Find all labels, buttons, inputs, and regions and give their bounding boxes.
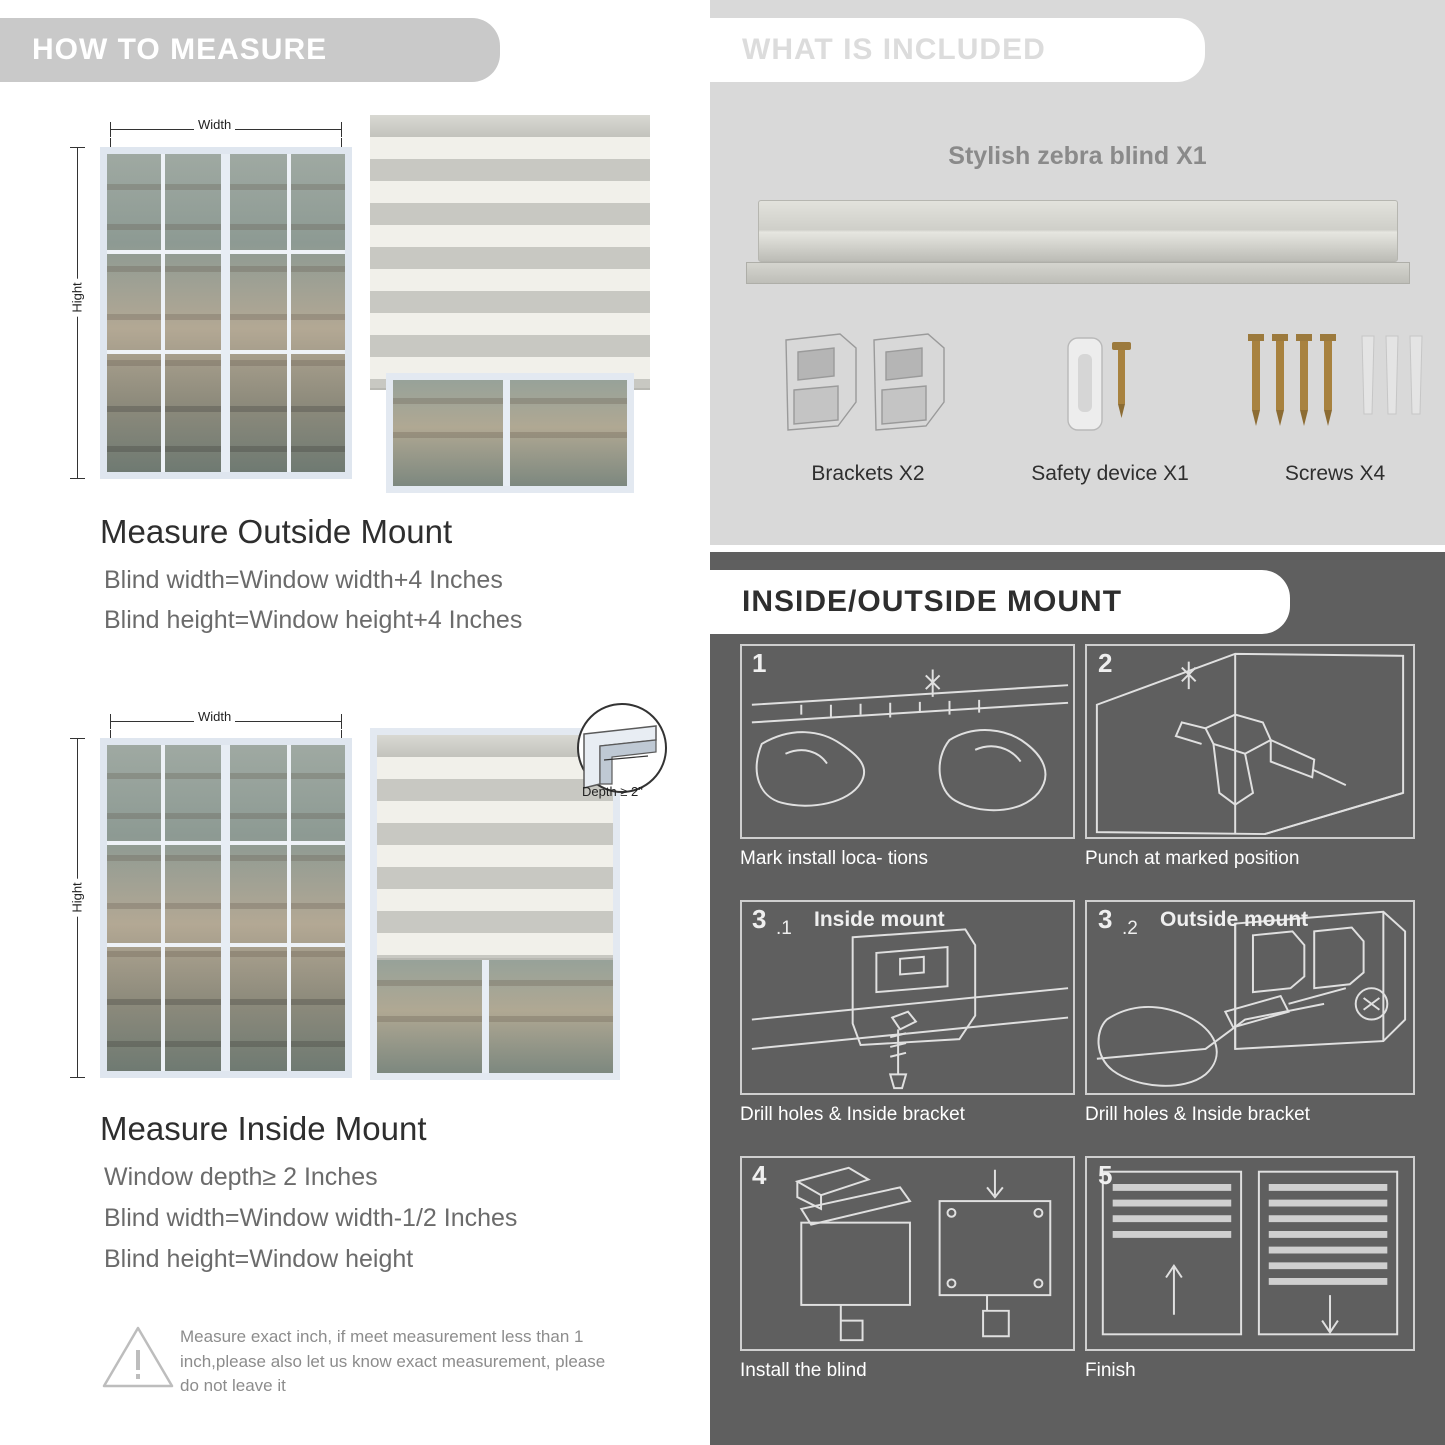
how-to-measure-panel [0,0,710,1445]
bracket-icon [778,330,958,440]
step-4-caption: Install the blind [740,1360,867,1381]
height-dim-tick-top-inside [70,738,85,739]
window-glass [107,154,345,472]
window-outside [100,147,352,479]
part-label-brackets: Brackets X2 [811,462,925,485]
how-to-measure-title: HOW TO MEASURE [0,18,500,82]
height-dim-tick-top [70,147,85,148]
step-2-caption: Punch at marked position [1085,848,1300,869]
height-dim-tick-bottom [70,478,85,479]
window-glass-inside [107,745,345,1071]
step-3-1-number: 3 [752,904,767,934]
power-drill-icon [1087,646,1413,837]
step-1-number: 1 [752,648,767,678]
inside-outside-mount-panel [710,552,1445,1445]
blind-outside-mount [370,115,650,495]
zebra-blind-headrail-lip [746,262,1410,284]
step-4-number: 4 [752,1160,767,1190]
width-dim-tick-right [341,122,342,137]
window-behind-blind [386,373,634,493]
inside-mount-line2: Blind width=Window width-1/2 Inches [104,1204,518,1232]
step-4-box [740,1156,1075,1351]
step-3-2-title: Outside mount [1160,908,1309,931]
outside-mount-line1: Blind width=Window width+4 Inches [104,566,503,594]
width-label: Width [194,117,235,132]
inside-mount-line1: Window depth≥ 2 Inches [104,1163,378,1191]
width-dim-tick-right-inside [341,714,342,729]
step-3-1-subnumber: .1 [776,918,792,939]
zebra-shade-fabric [370,115,650,390]
step-3-1-title: Inside mount [814,908,945,931]
step-5-box [1085,1156,1415,1351]
inside-mount-line3: Blind height=Window height [104,1245,414,1273]
included-main-item: Stylish zebra blind X1 [948,142,1207,170]
warning-triangle-icon [100,1322,176,1392]
hand-tape-measure-icon [742,646,1073,837]
outside-mount-heading: Measure Outside Mount [100,513,453,550]
what-is-included-panel [710,0,1445,545]
step-1-caption: Mark install loca- tions [740,848,928,869]
step-5-number: 5 [1098,1160,1113,1190]
width-dim-tick-left-inside [110,714,111,729]
height-label: Hight [70,278,85,316]
finished-blind-icon [1087,1158,1413,1349]
right-column [710,0,1445,1445]
height-label-inside: Hight [70,878,85,916]
step-2-number: 2 [1098,648,1113,678]
step-5-caption: Finish [1085,1360,1136,1381]
height-dim-tick-bottom-inside [70,1077,85,1078]
width-dim-tick-left [110,122,111,137]
screw-icon [1240,330,1430,440]
step-3-1-caption: Drill holes & Inside bracket [740,1104,965,1125]
step-1-box [740,644,1075,839]
outside-mount-illustration [60,105,660,505]
what-is-included-title: WHAT IS INCLUDED [710,18,1205,82]
step-3-2-number: 3 [1098,904,1113,934]
depth-callout [560,700,680,820]
zebra-blind-headrail [758,200,1398,262]
measure-note: Measure exact inch, if meet measurement less than 1 inch,please also let us know exact measurement, please do not leave it [180,1327,606,1396]
step-3-2-subnumber: .2 [1122,918,1138,939]
step-2-box [1085,644,1415,839]
depth-label: Depth ≥ 2" [582,784,643,799]
outside-mount-line2: Blind height=Window height+4 Inches [104,606,523,634]
width-label-inside: Width [194,709,235,724]
inside-mount-illustration [60,700,680,1100]
safety-device-icon [1040,332,1180,442]
inside-mount-heading: Measure Inside Mount [100,1110,427,1147]
window-inside [100,738,352,1078]
inside-outside-mount-title: INSIDE/OUTSIDE MOUNT [710,570,1290,634]
install-blind-icon [742,1158,1073,1349]
step-3-2-caption: Drill holes & Inside bracket [1085,1104,1310,1125]
part-label-screws: Screws X4 [1284,462,1386,485]
part-label-safety: Safety device X1 [1031,462,1189,485]
